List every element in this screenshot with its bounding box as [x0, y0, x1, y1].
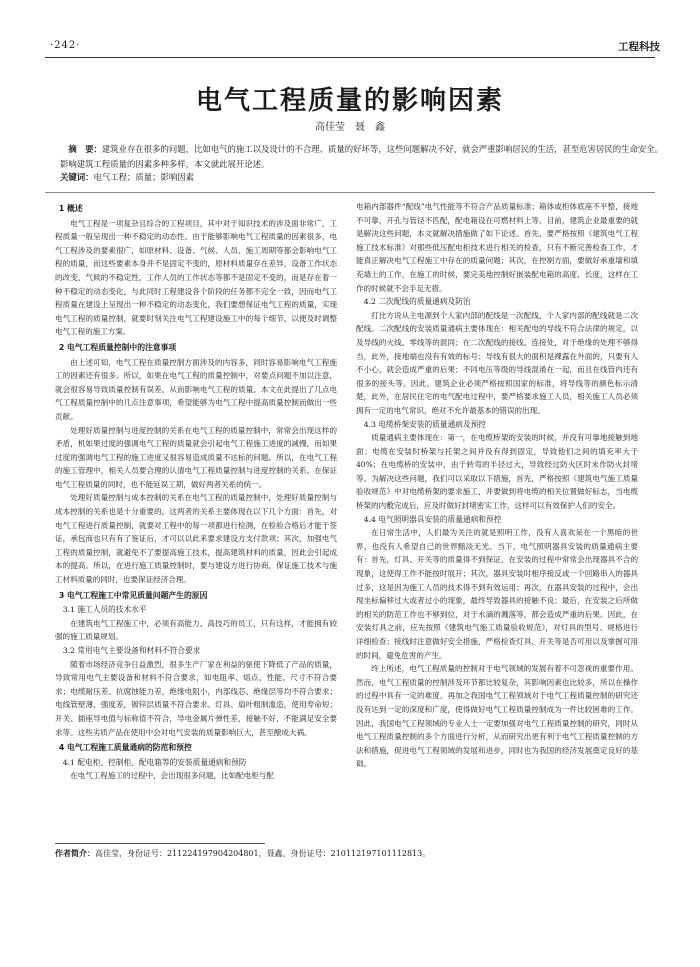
keywords-label: 关键词： [60, 172, 94, 182]
abstract-label: 摘 要： [68, 144, 102, 154]
paragraph: 在建筑电气工程施工中，必须有高能力、高技巧的员工，只有这样，才能拥有较强的施工质量规划。 [55, 618, 337, 642]
subsection-heading: 3.2 常用电气主要设备和材料不符合要求 [62, 646, 201, 655]
article-title: 电气工程质量的影响因素 [195, 86, 504, 116]
section-heading: 1 概述 [58, 204, 83, 213]
subsection-heading: 4.1 配电柜、控制柜、配电箱等的安装质量通病和预防 [62, 757, 247, 767]
paragraph: 处理好质量控制与进度控制的关系在电气工程的质量控制中，常常会出现这样的矛盾，机如果过度的强调电气工程的质量就会引起电气工程施工进度的减慢，而如果过度的强调电气工程的施工进度又很容易造成质量不达标的问题。所以，在电气工程的施工管理中，相关人员要合理的认清电气工程质量控制与进度控制的关系。在保证电气工程质量的同时，也不能延误工期，做好两者关系的统一。 [55, 425, 337, 489]
paragraph: 质量通病主要体现在：第一，在电缆桥架的安装的时候，并没有可靠地接触到地面；电缆在安装时桥架与托架之间并没有得到固定，导致他们之间的填充率大于40%；在电缆桥的安装中，由于转弯的半径过大，导致经过防火区时未作防火封堵等。为解决这些问题，我们可以采取以下措施，首先，严格按照《建筑电气施工质量验收规范》中对电缆桥架的要求施工，并要做到将电缆的相关位置做好标志，当电缆桥架的内敷完成后，应及时做好封堵密实工作，这样可以有效保护人们的安全。 [356, 433, 638, 511]
body-column-right [356, 200, 638, 771]
subsection-heading: 4.4 电气照明器具安装的质量通病和预控 [363, 514, 502, 524]
paragraph: 处理好质量控制与成本控制的关系在电气工程的质量控制中，处理好质量控制与成本控制的关系也是十分重要的。这两者的关系主要体现在以下几个方面：首先，对电气工程进行质量控制，就要对工程中的每一项都进行检测，在检验合格后才能于签证，承包商也只有有了鉴证后，才可以以此来要求建设方支付款项；其次，加强电气工程的质量控制，就避免不了要提高施工技术，提高建筑材料的质量，因此会引起成本的提高。所以，在进行施工质量控制时，要与建设方进行协商，保证施工技术与施工材料质量的同时，也要保证经济合理。 [55, 493, 337, 585]
section-heading: 2 电气工程质量控制中的注意事项 [58, 342, 177, 352]
paragraph: 电气工程是一项复杂且综合的工程项目，其中对于知识技术的涉及面非常广，工程质量一般呈现出一种不稳定的动态性。由于能够影响电气工程质量的因素很多，电气工程涉及的要素很广，如原材料、设备、气候、人员、施工周期等都会影响电气工程的质量，而这些要素本身并不是固定不变的，原材料质量存在差异，设备工作状态的改变，气候的不稳定性，工作人员的工作状态等都不是固定不变的，而是存在着一种不稳定的动态变化，与此同时工程建设各个阶段的任务都不完全一致，因而电气工程质量在建设上呈现出一种不稳定的动态变化，我们要想保证电气工程的质量，实现电气工程的质量控制，就要时刻关注电气工程建设施工中的每个细节，以便及时调整电气工程的施工方案。 [55, 218, 337, 337]
body-column-left [55, 200, 337, 783]
keywords-text: 电气工程；质量；影响因素 [93, 172, 194, 182]
abstract-text: 建筑业存在很多的问题，比如电气的施工以及设计的不合理、质量的好坏等，这些问题解决不好，就会严重影响居民的生活，甚至危害居民的生命安全。影响建筑工程质量的因素多种多样，本文就此展开论述。 [60, 144, 664, 169]
abstract-divider [45, 192, 655, 193]
subsection-heading: 4.2 二次配线的质量通病及防治 [363, 297, 471, 307]
paragraph: 电箱内部器件“配线”电气性能等不符合产品质量标准；箱体或柜体底座不平整，接地不可靠，开孔与管径不匹配，配电箱设在可燃材料上等。目前，建筑企业最重要的就是解决这些问题，本文就解决措施做了如下论述。首先，要严格按照《建筑电气工程施工技术标准》对那些低压配电柜技术进行相关的检查，只有不断完善检查工作，才能真正解决电气工程施工中存在的质量问题；其次，在控制方面，要做好承重墙和填充墙上的工作，在施工的时候，要完美地控制好嵌装配电箱的高度、长度，这样在工作的时候就不会手足无措。 [356, 202, 638, 293]
page-number: ·242· [50, 40, 81, 51]
journal-name: 工程科技 [618, 41, 660, 53]
paragraph: 随着市场经济竞争日益激烈，很多生产厂家在利益的驱使下降低了产品的质量，导致常用电气主要设备和材料不符合要求，如电阻率、熔点、性能、尺寸不符合要求；电缆耐压差、抗腐蚀能力差，绝缘电阻小，内部线芯、绝缘层等均不符合要求；电线管壁薄，强度差，镀锌层质量不符合要求。灯具、扇叶粗制滥造，使用寿命短；开关、插座导电值与标称值不符合，导电金属片弹性差，接触不好，不能满足安全要求等。这些劣质产品在使用中会对电气安装的质量影响巨大，甚至酿成大祸。 [55, 659, 337, 737]
footnote-rule [55, 843, 265, 844]
header-rule [45, 57, 655, 58]
subsection-heading: 4.3 电缆桥架安装的质量通病及预控 [363, 419, 486, 429]
authors: 高佳莹 聂 鑫 [315, 122, 385, 133]
footnote-label: 作者简介： [55, 849, 95, 858]
author-footnote [55, 848, 430, 859]
abstract [60, 142, 665, 172]
paragraph: 打比方说从主电源到个人家内部的配线是一次配线，个人家内部的配线就是二次配线。二次配线的安装质量通病主要体现在：相关配电的导线不符合法律的规定，以及导线的火线、零线等的混同；在二次配线的接线、连接处，对于绝缘的处理不够得当，此外，接地端也没有有效的标号；导线有很大的面积是裸露在外面的，只要有人不小心，就会造成严重的后果；不同电压等级的导线混淆在一起，而且在线管内还有很多的接头等。因此，建筑企业必须严格按照国家的标准，将导线等的颜色标示清楚，此外，在居民住宅的电气配电过程中，要严格要求施工人员，相关施工人员必须拥有一定的电气常识，绝对不允许最基本的错误的出现。 [356, 310, 638, 415]
paragraph: 由上述可知，电气工程在质量控制方面涉及的内容多，同时容易影响电气工程施工的因素还有很多。所以，如果在电气工程的质量控制中，对要点问题不加以注意，就会很容易导致质量控制有误差，从而影响电气工程的质量。本文在此提出了几点电气工程质量控制中的几点注意事项，希望能够为电气工程中提高质量控制而做出一些贡献。 [55, 357, 337, 421]
section-heading: 4 电气工程施工质量通病的防范和预控 [58, 743, 192, 753]
section-heading: 3 电气工程施工中常见质量问题产生的原因 [58, 590, 208, 600]
paragraph: 在日常生活中，人们最为关注的就是照明工作，没有人喜欢呆在一个黑暗的世界，也没有人希望自己的世界黯淡无光。当下，电气照明器具安装的质量通病主要有：首先，灯具、开关等的质量得不到保证，在安装的过程中常常会出现器具不合的现象，这使得工作不能按时展开；其次，器具安装时相序接反或一个回路串入的器具过多，这是因为施工人员的技术得不到有效运用；再次，在器具安装的过程中，会出现坐标偏移过大或者过小的现象，最终导致器具的接触不良；最后，在安装之后所做的相关的防范工作也不够到位，对于水滴的溅落等，都会造成严重的后果。因此，在安装灯具之前，应先按照《建筑电气施工质量验收规范》，对灯具的型号、规格进行详细检查；接线时注意做好安全措施，严格检查灯具、开关等是否可用以及掌握可用的时间，避免危害的产生。 [356, 528, 638, 660]
footnote-text: 高佳莹，身份证号：211224197904204801，聂鑫，身份证号：210112197101112813。 [95, 849, 431, 858]
keywords [60, 170, 665, 184]
paragraph: 终上所述，电气工程质量的控制对于电气领域的发展有着不可忽视的重要作用。然而，电气工程质量的控制涉及环节都比较复杂，其影响因素也比较多，所以在操作的过程中具有一定的难度。再加之我国电气工程领域对于电气工程质量控制的研究还没有达到一定的深度和广度，使得做好电气工程质量控制成为一件比较困难的工作。因此，我国电气工程领域的专业人士一定要加强对电气工程质量控制的研究，同时从电气工程质量控制的多个方面进行分析，从而研究出更有利于电气工程质量控制的方法和措施，促进电气工程领域的发展和进步，同时也为我国的经济发展奠定良好的基础。 [356, 664, 638, 769]
subsection-heading: 3.1 施工人员的技术水平 [62, 605, 147, 615]
paragraph: 在电气工程施工的过程中，会出现很多问题，比如配电柜与配 [70, 771, 274, 781]
